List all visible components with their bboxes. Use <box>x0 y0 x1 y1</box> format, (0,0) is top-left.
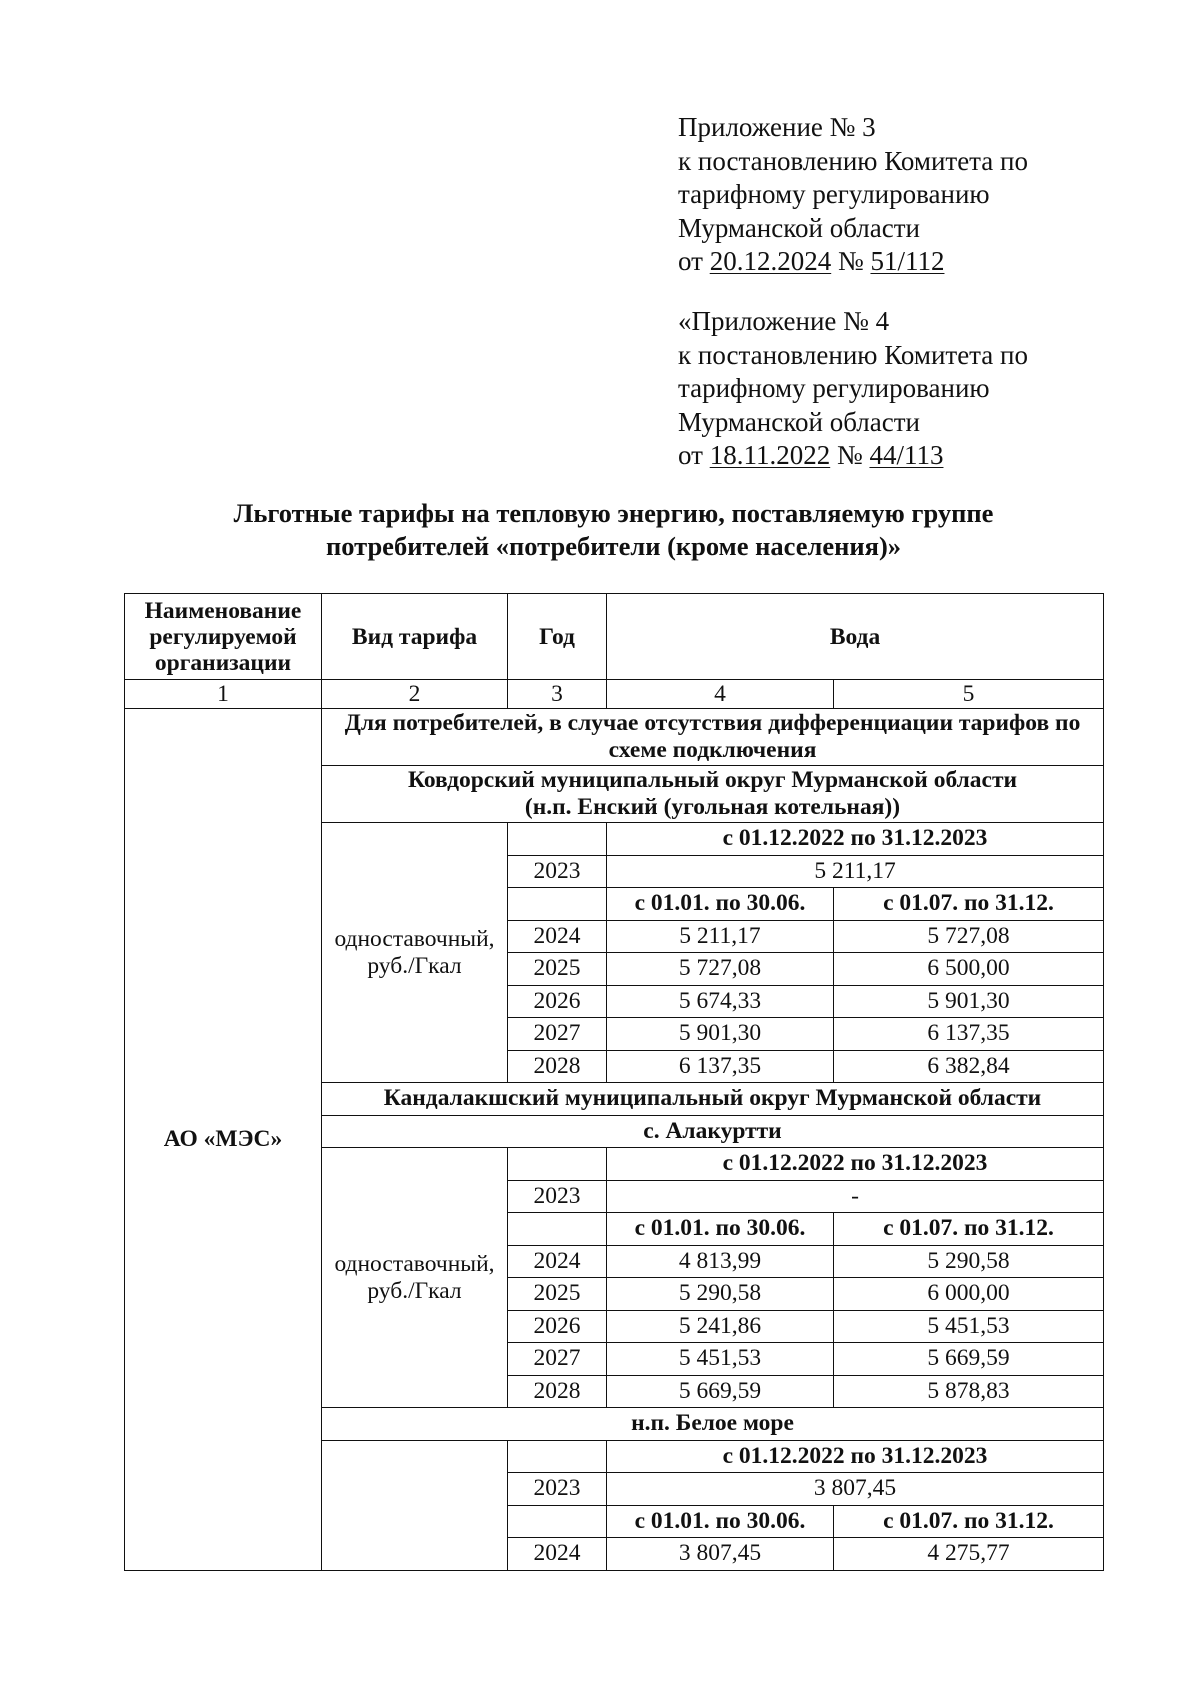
period-header: с 01.07. по 31.12. <box>834 1213 1104 1246</box>
header-tariff-type: Вид тарифа <box>322 594 508 680</box>
period-header: с 01.07. по 31.12. <box>834 888 1104 921</box>
number-sign: № <box>836 440 863 470</box>
period-header: с 01.01. по 30.06. <box>607 888 834 921</box>
column-number: 3 <box>508 680 607 709</box>
tariff-value: 6 500,00 <box>834 953 1104 986</box>
year-cell-blank <box>508 823 607 856</box>
tariff-value: 3 807,45 <box>607 1538 834 1571</box>
column-number-row <box>125 680 1104 709</box>
district-title-line: (н.п. Енский (угольная котельная)) <box>524 794 901 820</box>
appendix-current-block <box>678 111 1028 279</box>
header-water: Вода <box>607 594 1104 680</box>
period-header: с 01.01. по 30.06. <box>607 1213 834 1246</box>
tariff-value: 4 275,77 <box>834 1538 1104 1571</box>
year-cell-blank <box>508 1440 607 1473</box>
tariff-value: 6 000,00 <box>834 1278 1104 1311</box>
district-title <box>322 766 1104 823</box>
district-title: Кандалакшский муниципальный округ Мурманской области <box>322 1083 1104 1116</box>
section-title: Для потребителей, в случае отсутствия дифференциации тарифов по схеме подключения <box>322 709 1104 766</box>
organization-name: АО «МЭС» <box>125 709 322 1571</box>
tariff-value: 5 290,58 <box>607 1278 834 1311</box>
tariff-value: 5 727,08 <box>834 920 1104 953</box>
title-line: Льготные тарифы на тепловую энергию, поставляемую группе <box>233 498 994 528</box>
tariff-type: одноставочный, руб./Гкал <box>322 823 508 1083</box>
appendix-line: к постановлению Комитета по <box>678 339 1028 370</box>
tariff-value: 5 901,30 <box>834 985 1104 1018</box>
appendix-date-line <box>678 439 1028 473</box>
locality-title: н.п. Белое море <box>322 1408 1104 1441</box>
document-title <box>124 497 1103 563</box>
year-cell: 2027 <box>508 1018 607 1051</box>
header-organization: Наименование регулируемой организации <box>125 594 322 680</box>
year-cell: 2023 <box>508 1180 607 1213</box>
header-year: Год <box>508 594 607 680</box>
appendix-date-line <box>678 245 1028 279</box>
tariff-value: 5 669,59 <box>607 1375 834 1408</box>
year-cell: 2024 <box>508 1538 607 1571</box>
appendix-line: Мурманской области <box>678 212 920 243</box>
appendix-amended-block <box>678 305 1028 473</box>
column-number: 4 <box>607 680 834 709</box>
tariff-value: 5 290,58 <box>834 1245 1104 1278</box>
date-prefix: от <box>678 440 703 470</box>
column-number: 1 <box>125 680 322 709</box>
tariff-value: 5 451,53 <box>834 1310 1104 1343</box>
tariff-value: 5 669,59 <box>834 1343 1104 1376</box>
appendix-date: 20.12.2024 <box>709 246 832 276</box>
year-cell: 2024 <box>508 1245 607 1278</box>
appendix-number: 51/112 <box>870 246 945 276</box>
tariff-value: 5 451,53 <box>607 1343 834 1376</box>
tariff-value: 6 137,35 <box>607 1050 834 1083</box>
tariff-value: 5 878,83 <box>834 1375 1104 1408</box>
section-row <box>125 709 1104 766</box>
tariff-value: 4 813,99 <box>607 1245 834 1278</box>
appendix-line: тарифному регулированию <box>678 179 990 209</box>
year-cell: 2024 <box>508 920 607 953</box>
period-header: с 01.12.2022 по 31.12.2023 <box>607 823 1104 856</box>
appendix-line: к постановлению Комитета по <box>678 145 1028 176</box>
appendix-number: 44/113 <box>869 440 944 470</box>
appendix-date: 18.11.2022 <box>709 440 831 470</box>
tariff-type-blank <box>322 1440 508 1570</box>
period-header: с 01.01. по 30.06. <box>607 1505 834 1538</box>
tariff-value: - <box>607 1180 1104 1213</box>
period-header: с 01.12.2022 по 31.12.2023 <box>607 1148 1104 1181</box>
column-number: 2 <box>322 680 508 709</box>
locality-title: с. Алакуртти <box>322 1115 1104 1148</box>
year-cell: 2026 <box>508 985 607 1018</box>
date-prefix: от <box>678 246 703 276</box>
year-cell-blank <box>508 888 607 921</box>
year-cell-blank <box>508 1213 607 1246</box>
tariff-value: 5 674,33 <box>607 985 834 1018</box>
year-cell: 2028 <box>508 1050 607 1083</box>
appendix-line: тарифному регулированию <box>678 373 990 403</box>
number-sign: № <box>837 246 864 276</box>
title-line: потребителей «потребители (кроме населения)» <box>325 531 902 561</box>
header-row <box>125 594 1104 680</box>
year-cell: 2025 <box>508 953 607 986</box>
tariff-value: 5 211,17 <box>607 920 834 953</box>
tariff-value: 5 211,17 <box>607 855 1104 888</box>
tariff-value: 5 241,86 <box>607 1310 834 1343</box>
tariff-value: 5 727,08 <box>607 953 834 986</box>
year-cell: 2026 <box>508 1310 607 1343</box>
tariff-value: 5 901,30 <box>607 1018 834 1051</box>
appendix-line: «Приложение № 4 <box>678 306 890 336</box>
tariff-value: 6 382,84 <box>834 1050 1104 1083</box>
year-cell: 2023 <box>508 855 607 888</box>
appendix-line: Приложение № 3 <box>678 112 876 142</box>
tariff-type: одноставочный, руб./Гкал <box>322 1148 508 1408</box>
tariff-value: 3 807,45 <box>607 1473 1104 1506</box>
year-cell: 2027 <box>508 1343 607 1376</box>
district-title-line: Ковдорский муниципальный округ Мурманской области <box>407 767 1018 793</box>
year-cell-blank <box>508 1505 607 1538</box>
year-cell: 2023 <box>508 1473 607 1506</box>
appendix-line: Мурманской области <box>678 406 920 437</box>
tariff-table <box>124 593 1104 1571</box>
tariff-value: 6 137,35 <box>834 1018 1104 1051</box>
year-cell: 2028 <box>508 1375 607 1408</box>
year-cell: 2025 <box>508 1278 607 1311</box>
year-cell-blank <box>508 1148 607 1181</box>
column-number: 5 <box>834 680 1104 709</box>
period-header: с 01.07. по 31.12. <box>834 1505 1104 1538</box>
period-header: с 01.12.2022 по 31.12.2023 <box>607 1440 1104 1473</box>
